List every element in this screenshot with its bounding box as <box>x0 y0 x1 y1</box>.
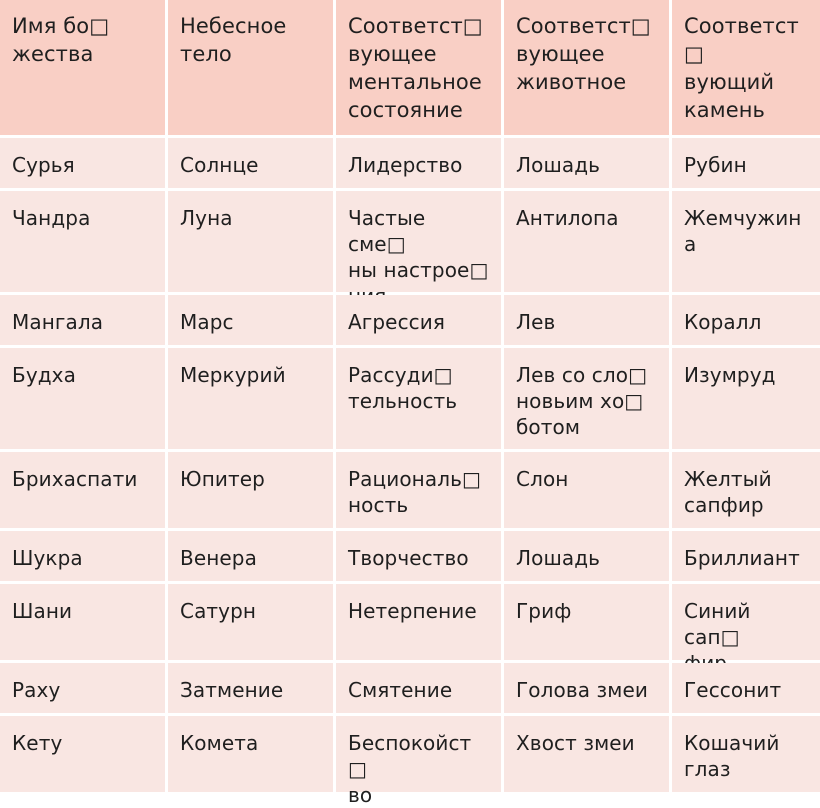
table-cell: Рациональ□ ность <box>336 452 501 528</box>
header-celestial-body: Небесное тело <box>168 0 333 135</box>
table-cell: Шани <box>0 584 165 660</box>
table-cell: Сурья <box>0 138 165 188</box>
table-cell: Чандра <box>0 191 165 292</box>
table-cell: Смятение <box>336 663 501 713</box>
table-cell: Меркурий <box>168 348 333 449</box>
table-cell: Рубин <box>672 138 820 188</box>
header-deity-name: Имя бо□ жества <box>0 0 165 135</box>
header-stone: Соответст□ вующий камень <box>672 0 820 135</box>
table-cell: Кету <box>0 716 165 792</box>
table-cell: Мангала <box>0 295 165 345</box>
table-cell: Творчество <box>336 531 501 581</box>
table-cell: Луна <box>168 191 333 292</box>
table-cell: Комета <box>168 716 333 792</box>
table-cell: Лев со сло□ новьим хо□ ботом <box>504 348 669 449</box>
table-cell: Голова змеи <box>504 663 669 713</box>
table-cell: Сатурн <box>168 584 333 660</box>
table-cell: Венера <box>168 531 333 581</box>
table-cell: Изумруд <box>672 348 820 449</box>
table-cell: Синий сап□ <box>672 584 820 660</box>
table-cell: Хвост змеи <box>504 716 669 792</box>
table-cell: Раху <box>0 663 165 713</box>
table-cell: Шукра <box>0 531 165 581</box>
table-cell: Будха <box>0 348 165 449</box>
table-cell: Слон <box>504 452 669 528</box>
table-cell: Затмение <box>168 663 333 713</box>
table-cell: Лев <box>504 295 669 345</box>
table-cell: Юпитер <box>168 452 333 528</box>
table-cell: Коралл <box>672 295 820 345</box>
table-cell: Желтый сапфир <box>672 452 820 528</box>
table-cell: Бриллиант <box>672 531 820 581</box>
header-animal: Соответст□ вующее животное <box>504 0 669 135</box>
table-cell: Агрессия <box>336 295 501 345</box>
table-cell: Гессонит <box>672 663 820 713</box>
table-cell: Брихаспати <box>0 452 165 528</box>
table-cell: Антилопа <box>504 191 669 292</box>
table-cell: Нетерпение <box>336 584 501 660</box>
table-cell: Солнце <box>168 138 333 188</box>
header-mental-state: Соответст□ вующее ментальное состояние <box>336 0 501 135</box>
table-cell: Частые сме□ ны настрое□ <box>336 191 501 292</box>
table-cell: Кошачий глаз <box>672 716 820 792</box>
table-cell: Лошадь <box>504 138 669 188</box>
table-cell: Рассуди□ тельность <box>336 348 501 449</box>
table-cell: Марс <box>168 295 333 345</box>
table-cell: Лошадь <box>504 531 669 581</box>
table-cell: Гриф <box>504 584 669 660</box>
table-cell: Беспокойст□ во <box>336 716 501 792</box>
table-cell: Лидерство <box>336 138 501 188</box>
table-cell: Жемчужина <box>672 191 820 292</box>
